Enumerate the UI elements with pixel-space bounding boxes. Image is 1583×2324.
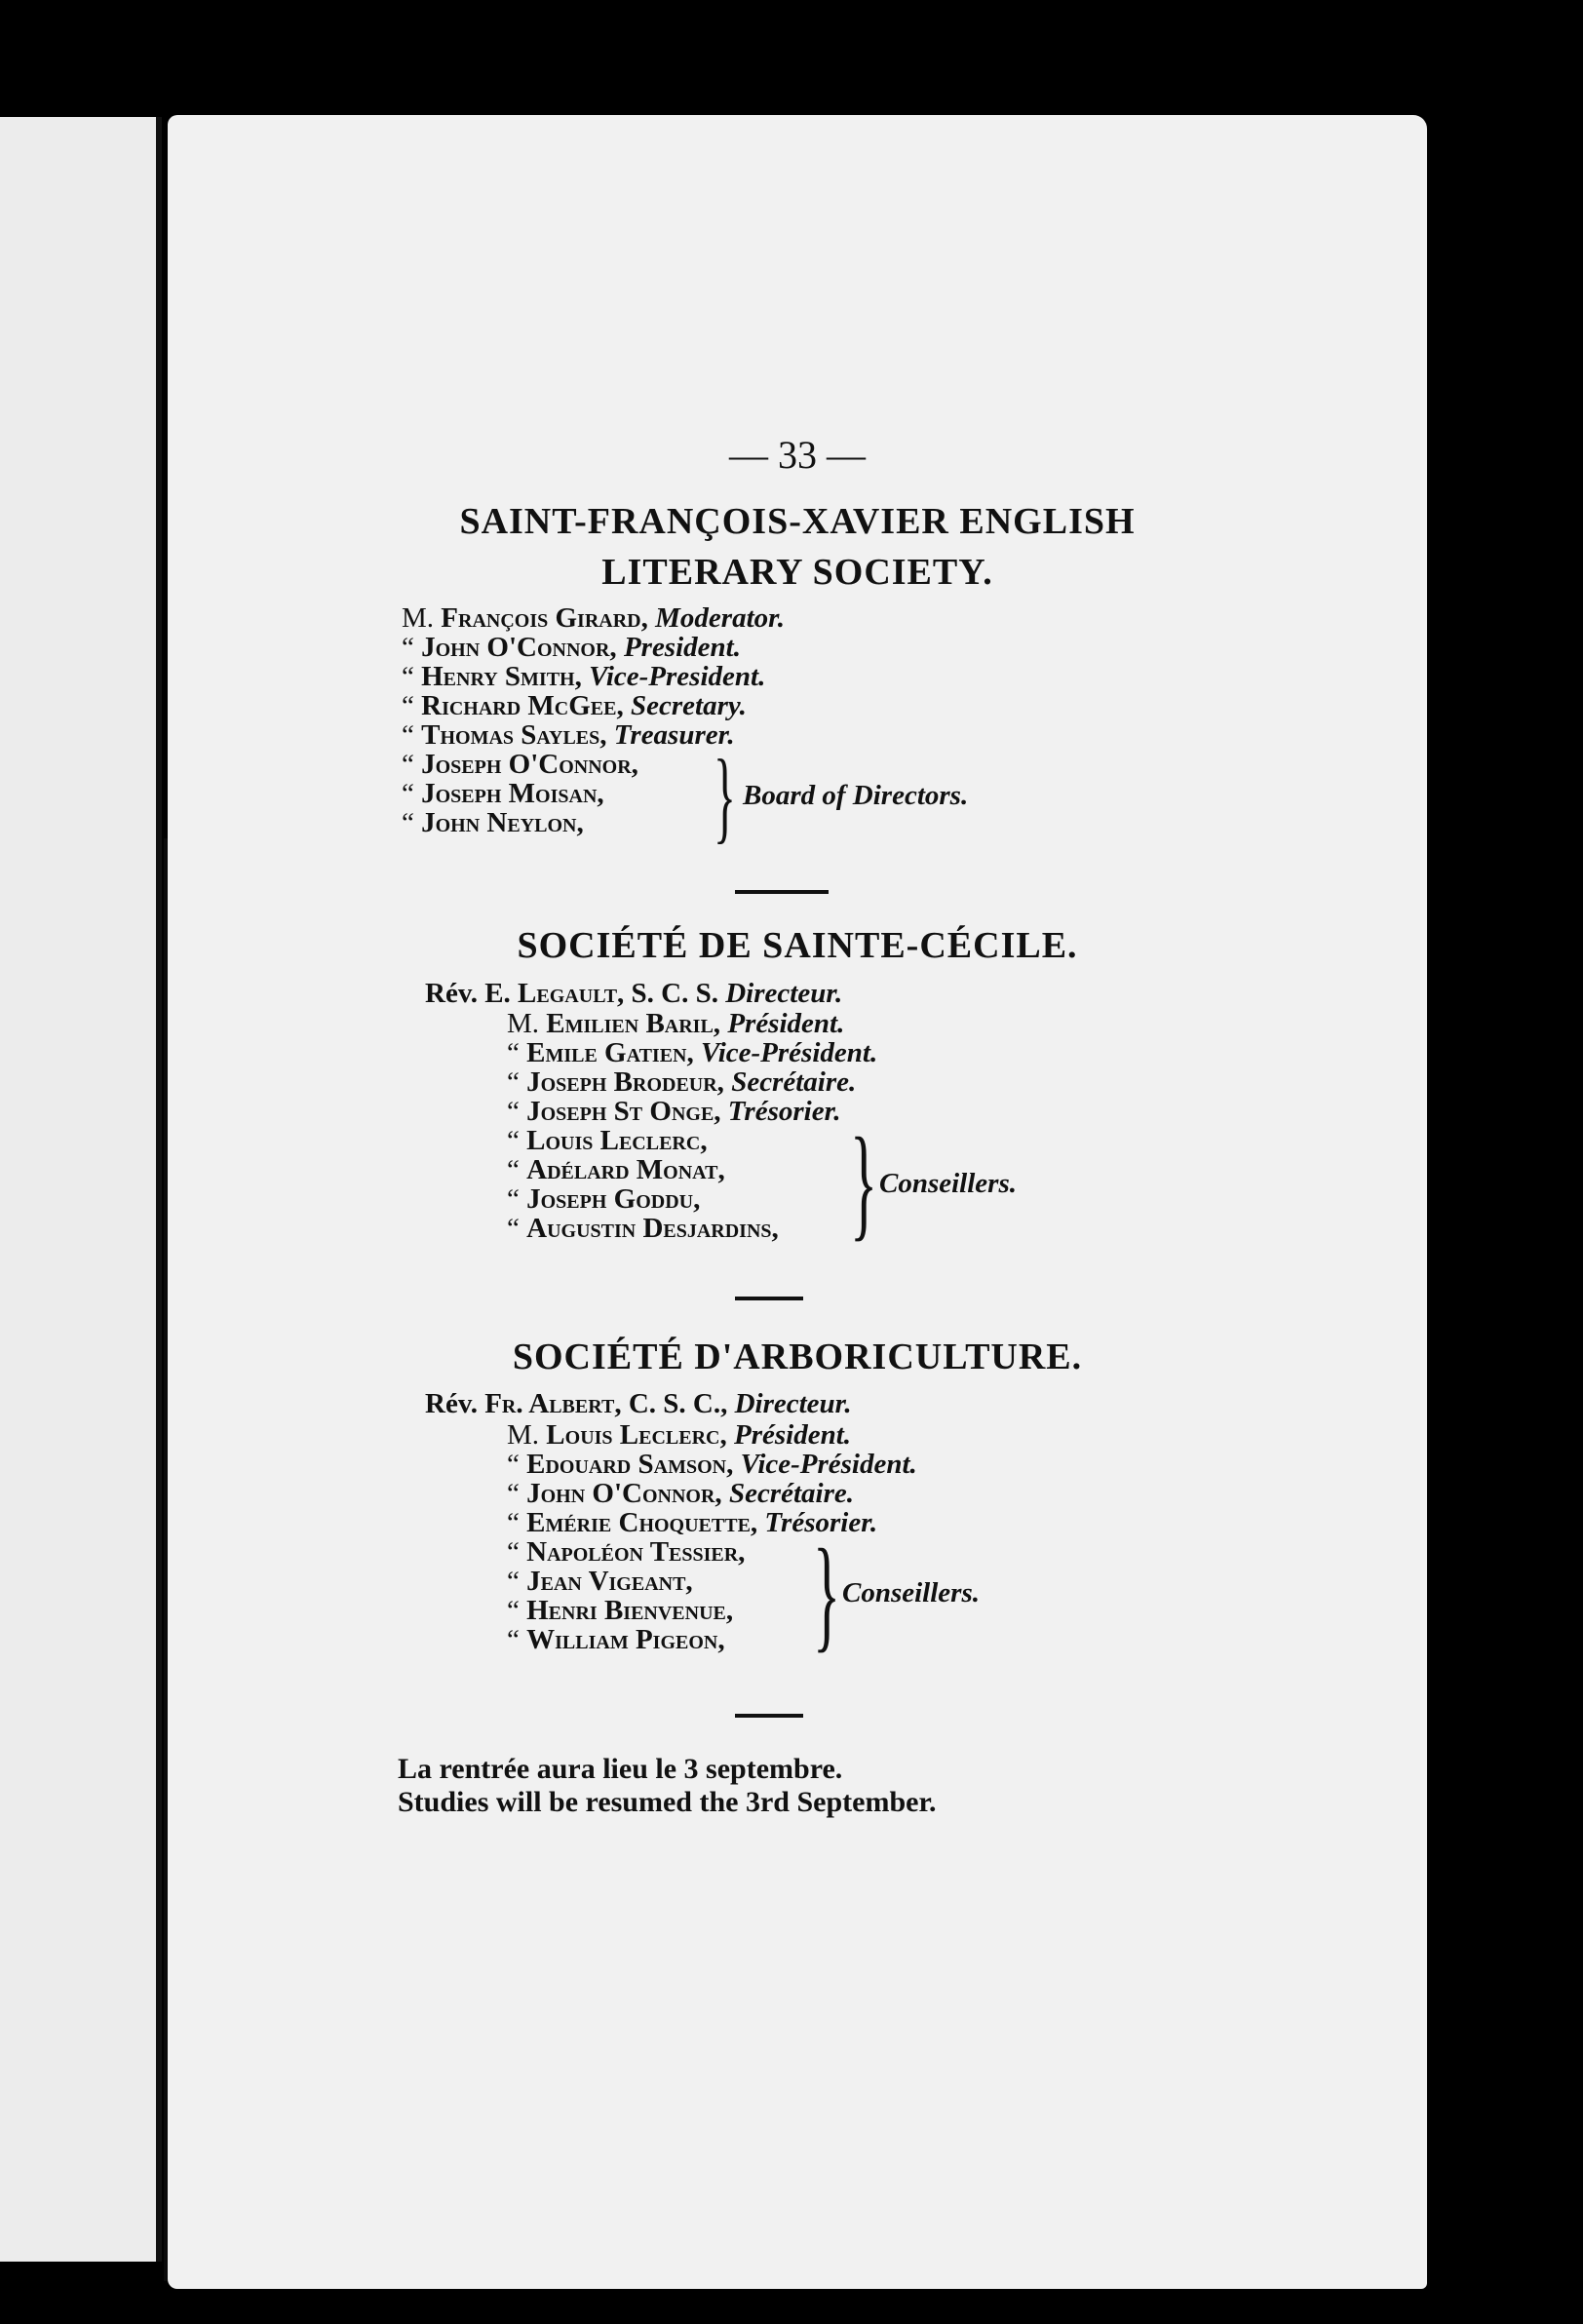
member-name: Joseph Brodeur, — [526, 1066, 724, 1098]
member-name: Richard McGee, — [421, 690, 624, 721]
member-row — [402, 602, 785, 635]
member-name: Joseph Goddu, — [526, 1183, 701, 1215]
member-role: Vice-Président. — [700, 1037, 878, 1068]
director-row — [425, 978, 842, 1010]
member-name: Henri Bienvenue, — [526, 1595, 734, 1626]
member-prefix: “ — [507, 1449, 520, 1480]
member-prefix: “ — [402, 661, 414, 692]
member-name: Joseph Moisan, — [421, 778, 604, 809]
director-name: E. Legault, — [484, 978, 625, 1009]
document-page — [168, 115, 1427, 2289]
director-order: C. S. C., — [628, 1388, 728, 1419]
member-row — [507, 1008, 844, 1040]
director-role: Directeur. — [734, 1388, 852, 1419]
member-prefix: “ — [402, 778, 414, 809]
member-prefix: “ — [507, 1183, 520, 1215]
member-role: Secretary. — [630, 690, 747, 721]
society1-title-line2: LITERARY SOCIETY. — [601, 552, 993, 593]
member-name: John O'Connor, — [421, 632, 617, 663]
member-row — [507, 1624, 725, 1656]
director-name: Fr. Albert, — [484, 1388, 622, 1419]
member-prefix: M. — [507, 1419, 540, 1451]
member-name: Louis Leclerc, — [546, 1419, 727, 1451]
member-prefix: “ — [402, 632, 414, 663]
member-name: William Pigeon, — [526, 1624, 725, 1655]
member-name: Henry Smith, — [421, 661, 582, 692]
member-name: Emilien Baril, — [546, 1008, 721, 1039]
member-prefix: “ — [507, 1624, 520, 1655]
director-prefix: Rév. — [425, 978, 478, 1009]
member-name: François Girard, — [441, 602, 648, 634]
page-number: — 33 — — [729, 433, 866, 477]
member-row — [507, 1536, 745, 1569]
member-row — [507, 1096, 841, 1128]
member-name: John Neylon, — [421, 807, 584, 838]
member-name: Joseph O'Connor, — [421, 749, 638, 780]
member-name: Augustin Desjardins, — [526, 1213, 779, 1244]
society2-title: SOCIÉTÉ DE SAINTE-CÉCILE. — [517, 925, 1078, 966]
member-prefix: “ — [507, 1566, 520, 1597]
member-row — [507, 1213, 779, 1245]
section-divider — [735, 1714, 803, 1718]
director-role: Directeur. — [725, 978, 843, 1009]
member-row — [507, 1183, 700, 1216]
member-row — [507, 1125, 708, 1157]
member-row — [402, 632, 741, 664]
group-label: Board of Directors. — [743, 780, 969, 811]
member-row — [507, 1566, 693, 1598]
member-name: Joseph St Onge, — [526, 1096, 721, 1127]
member-prefix: “ — [402, 690, 414, 721]
member-role: Moderator. — [655, 602, 786, 634]
member-row — [507, 1595, 733, 1627]
member-name: Adélard Monat, — [526, 1154, 725, 1185]
society3-title: SOCIÉTÉ D'ARBORICULTURE. — [512, 1336, 1083, 1377]
member-role: Secrétaire. — [728, 1478, 854, 1509]
member-row — [507, 1037, 877, 1069]
left-page-edge — [0, 117, 162, 2262]
member-row — [402, 778, 604, 810]
group-brace: } — [850, 1112, 878, 1253]
member-row — [507, 1449, 917, 1481]
member-prefix: “ — [402, 807, 414, 838]
member-prefix: “ — [402, 719, 414, 751]
member-prefix: “ — [507, 1536, 520, 1568]
member-role: Treasurer. — [613, 719, 735, 751]
group-brace: } — [714, 739, 736, 853]
member-row — [507, 1066, 856, 1099]
member-role: Trésorier. — [727, 1096, 841, 1127]
member-row — [507, 1154, 725, 1186]
section-divider — [735, 1297, 803, 1300]
section-divider — [735, 890, 829, 894]
resumption-note-en: Studies will be resumed the 3rd September. — [398, 1786, 937, 1818]
member-row — [402, 807, 584, 839]
member-prefix: “ — [402, 749, 414, 780]
society1-title-line1: SAINT-FRANÇOIS-XAVIER ENGLISH — [459, 501, 1136, 542]
member-prefix: “ — [507, 1213, 520, 1244]
member-row — [507, 1419, 851, 1452]
member-name: Edouard Samson, — [526, 1449, 734, 1480]
member-prefix: “ — [507, 1507, 520, 1538]
member-role: President. — [623, 632, 741, 663]
member-name: Jean Vigeant, — [526, 1566, 693, 1597]
member-name: Emile Gatien, — [526, 1037, 694, 1068]
director-prefix: Rév. — [425, 1388, 478, 1419]
member-role: Trésorier. — [764, 1507, 878, 1538]
member-row — [402, 690, 747, 722]
member-prefix: M. — [402, 602, 435, 634]
member-prefix: “ — [507, 1096, 520, 1127]
member-row — [402, 719, 735, 752]
member-role: Président. — [734, 1419, 852, 1451]
director-row — [425, 1388, 852, 1420]
member-prefix: M. — [507, 1008, 540, 1039]
member-row — [402, 749, 638, 781]
member-role: Vice-Président. — [740, 1449, 917, 1480]
member-prefix: “ — [507, 1066, 520, 1098]
member-name: Napoléon Tessier, — [526, 1536, 746, 1568]
member-prefix: “ — [507, 1154, 520, 1185]
member-role: Président. — [727, 1008, 845, 1039]
member-name: John O'Connor, — [526, 1478, 722, 1509]
member-row — [402, 661, 765, 693]
group-brace: } — [813, 1524, 841, 1664]
member-prefix: “ — [507, 1037, 520, 1068]
member-prefix: “ — [507, 1125, 520, 1156]
member-prefix: “ — [507, 1595, 520, 1626]
director-order: S. C. S. — [631, 978, 718, 1009]
member-role: Vice-President. — [589, 661, 766, 692]
member-name: Louis Leclerc, — [526, 1125, 708, 1156]
member-row — [507, 1478, 854, 1510]
group-label: Conseillers. — [842, 1577, 980, 1608]
member-role: Secrétaire. — [731, 1066, 857, 1098]
resumption-note-fr: La rentrée aura lieu le 3 septembre. — [398, 1753, 843, 1785]
member-prefix: “ — [507, 1478, 520, 1509]
group-label: Conseillers. — [879, 1168, 1017, 1199]
member-name: Thomas Sayles, — [421, 719, 607, 751]
member-name: Emérie Choquette, — [526, 1507, 758, 1538]
